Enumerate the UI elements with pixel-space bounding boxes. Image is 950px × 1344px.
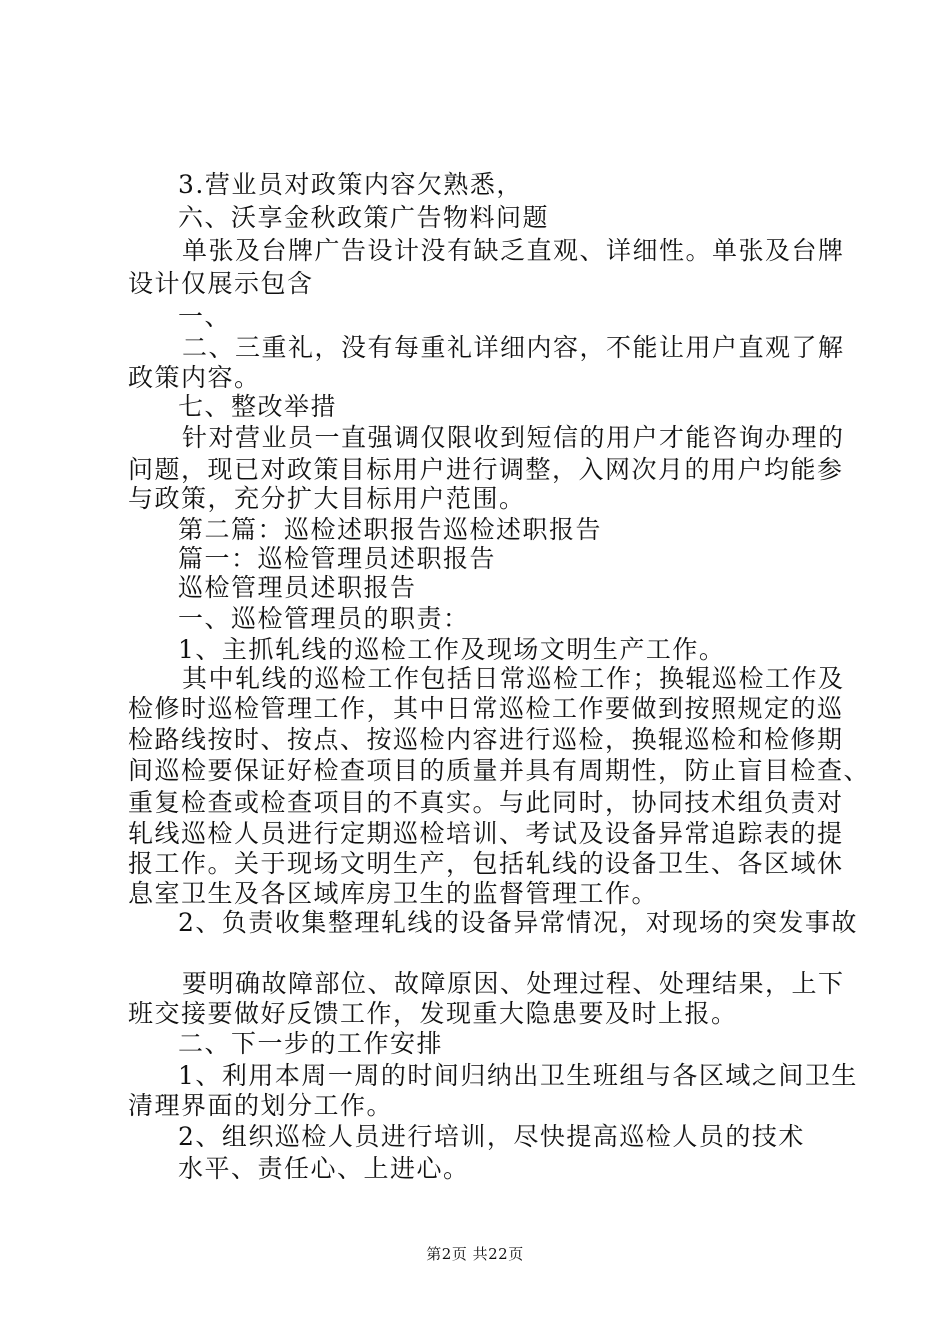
text-line: 检路线按时、按点、按巡检内容进行巡检，换辊巡检和检修期 [128,725,844,754]
chapter-heading: 第二篇：巡检述职报告巡检述职报告 [178,515,603,544]
text-line: 1、利用本周一周的时间归纳出卫生班组与各区域之间卫生 [178,1061,858,1090]
text-line: 二、三重礼，没有每重礼详细内容，不能让用户直观了解 [182,333,845,362]
text-line: 设计仅展示包含 [128,269,314,298]
text-line: 重复检查或检查项目的不真实。与此同时，协同技术组负责对 [128,788,844,817]
text-line: 针对营业员一直强调仅限收到短信的用户才能咨询办理的 [182,423,845,452]
text-line: 1、主抓轧线的巡检工作及现场文明生产工作。 [178,635,726,664]
section-heading: 六、沃享金秋政策广告物料问题 [178,203,550,232]
text-line: 单张及台牌广告设计没有缺乏直观、详细性。单张及台牌 [182,236,845,265]
text-line: 检修时巡检管理工作，其中日常巡检工作要做到按照规定的巡 [128,694,844,723]
text-line: 一、 [178,302,232,331]
section-heading: 二、下一步的工作安排 [178,1029,444,1058]
text-line: 要明确故障部位、故障原因、处理过程、处理结果，上下 [182,969,845,998]
text-line: 政策内容。 [128,363,261,392]
page-number-footer: 第2页 共22页 [426,1245,524,1263]
text-line: 息室卫生及各区域库房卫生的监督管理工作。 [128,879,659,908]
text-line: 问题，现已对政策目标用户进行调整，入网次月的用户均能参 [128,455,844,484]
text-line: 其中轧线的巡检工作包括日常巡检工作；换辊巡检工作及 [182,664,845,693]
section-heading: 一、巡检管理员的职责： [178,604,470,633]
text-line: 班交接要做好反馈工作，发现重大隐患要及时上报。 [128,999,738,1028]
text-line: 报工作。关于现场文明生产，包括轧线的设备卫生、各区域休 [128,849,844,878]
text-line: 与政策，充分扩大目标用户范围。 [128,484,526,513]
text-line: 轧线巡检人员进行定期巡检培训、考试及设备异常追踪表的提 [128,819,844,848]
section-heading: 七、整改举措 [178,392,338,421]
text-line: 间巡检要保证好检查项目的质量并具有周期性，防止盲目检查、 [128,756,871,785]
section-heading: 巡检管理员述职报告 [178,573,417,602]
section-heading: 篇一：巡检管理员述职报告 [178,544,497,573]
text-line: 2、负责收集整理轧线的设备异常情况，对现场的突发事故 [178,908,858,937]
text-line: 3.营业员对政策内容欠熟悉， [178,170,523,199]
text-line: 水平、责任心、上进心。 [178,1154,470,1183]
text-line: 2、组织巡检人员进行培训，尽快提高巡检人员的技术 [178,1122,805,1151]
text-line: 清理界面的划分工作。 [128,1091,394,1120]
